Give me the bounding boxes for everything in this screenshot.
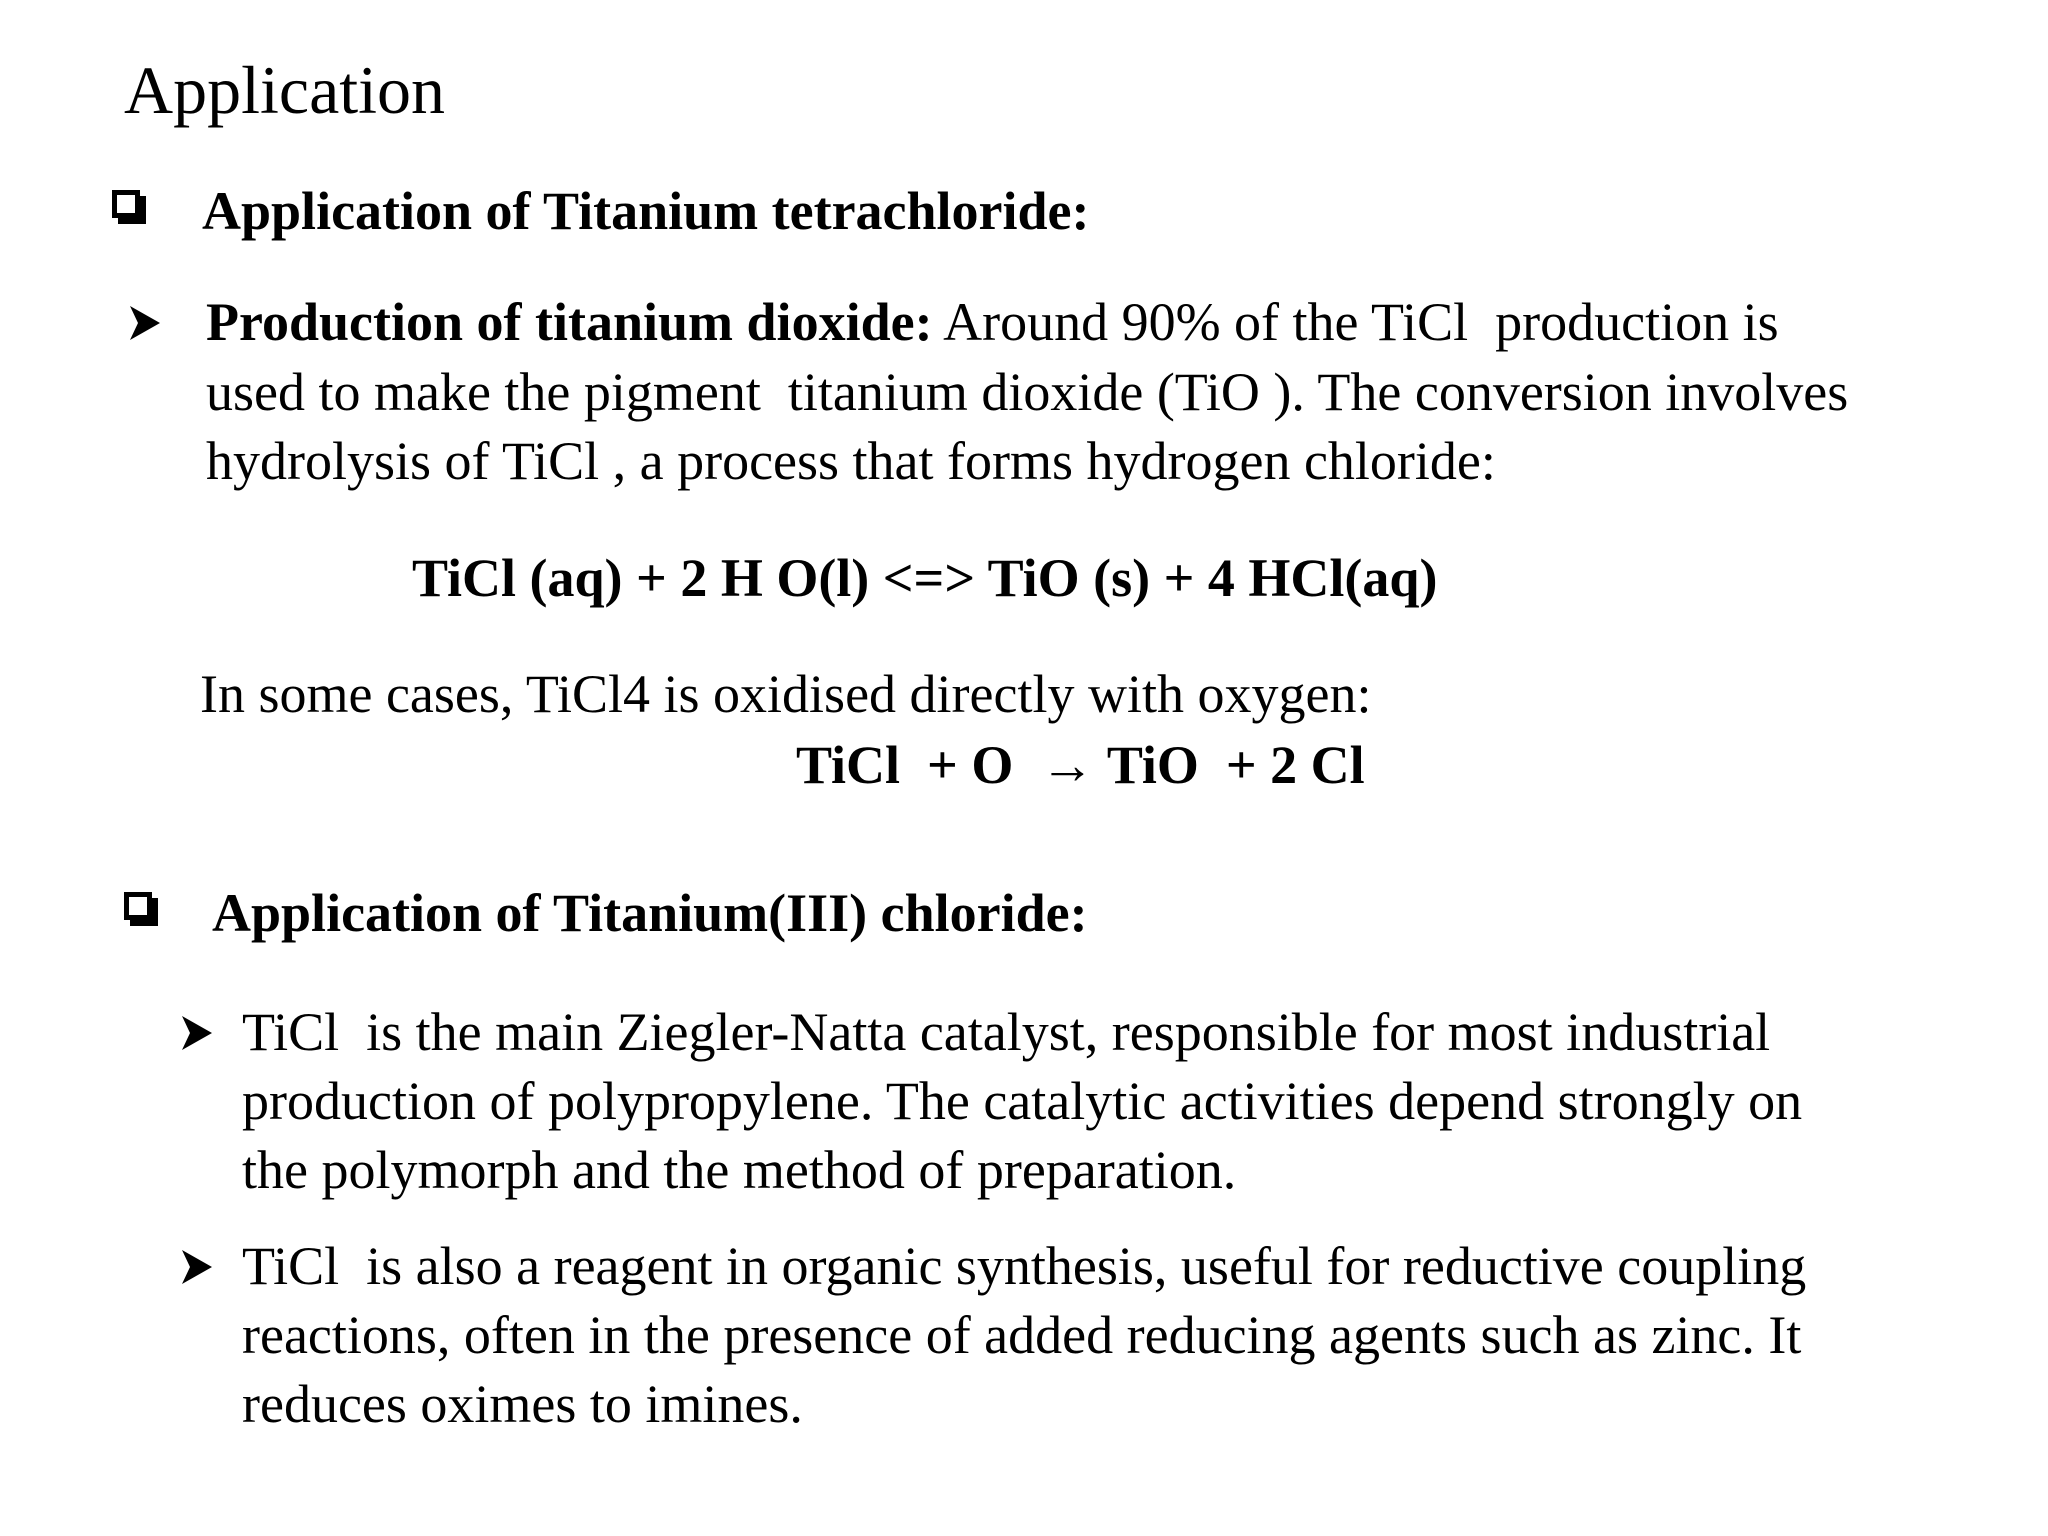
equation-hydrolysis: TiCl (aq) + 2 H O(l) <=> TiO (s) + 4 HCl(aq) (412, 548, 1438, 608)
oxidation-note: In some cases, TiCl4 is oxidised directly with oxygen: (200, 664, 1372, 724)
bullet-line: TiCl is also a reagent in organic synthesis, useful for reductive coupling (242, 1236, 1807, 1296)
bullet-line: reduces oximes to imines. (242, 1374, 803, 1434)
equation-oxidation: TiCl + O → TiO + 2 Cl (796, 735, 1365, 795)
arrow-bullet-icon (182, 1016, 212, 1050)
bullet-line: production of polypropylene. The catalytic activities depend strongly on (242, 1071, 1803, 1131)
bullet-text: Around 90% of the TiCl production is (932, 292, 1779, 352)
section-heading-ticl3: Application of Titanium(III) chloride: (212, 883, 1088, 943)
section-heading-ticl4: Application of Titanium tetrachloride: (202, 181, 1090, 241)
arrow-bullet-icon (130, 306, 160, 340)
bullet-line: used to make the pigment titanium dioxide (TiO ). The conversion involves (206, 362, 1849, 422)
bullet-line: TiCl is the main Ziegler-Natta catalyst, responsible for most industrial (242, 1002, 1771, 1062)
checkbox-bullet-icon (112, 190, 140, 218)
bullet-lead: Production of titanium dioxide: (206, 292, 933, 352)
bullet-line (206, 288, 1779, 357)
checkbox-bullet-icon (124, 892, 152, 920)
bullet-line: hydrolysis of TiCl , a process that forms hydrogen chloride: (206, 431, 1496, 491)
arrow-bullet-icon (182, 1250, 212, 1284)
bullet-line: the polymorph and the method of preparation. (242, 1140, 1237, 1200)
bullet-line: reactions, often in the presence of added reducing agents such as zinc. It (242, 1305, 1802, 1365)
slide-title: Application (124, 52, 446, 128)
